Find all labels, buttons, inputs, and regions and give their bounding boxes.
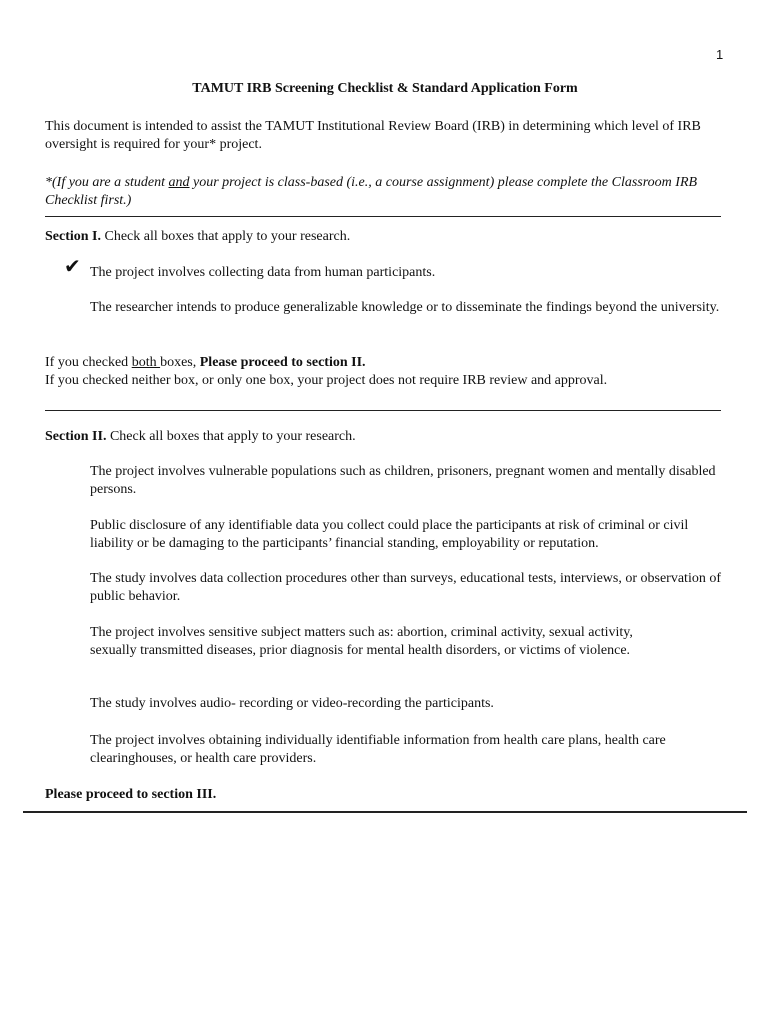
section-1-outcome-neither: If you checked neither box, or only one box, your project does not require IRB review and approval. bbox=[45, 373, 608, 388]
note-text-before: *(If you are a student bbox=[45, 175, 169, 190]
proceed-section-3: Please proceed to section III. bbox=[45, 787, 217, 802]
page-title: TAMUT IRB Screening Checklist & Standard Application Form bbox=[192, 81, 578, 96]
section-1-heading bbox=[45, 228, 350, 246]
outcome-proceed-section-2: Please proceed to section II. bbox=[199, 355, 366, 370]
note-text-underlined: and bbox=[168, 175, 190, 190]
checkmark-icon[interactable]: ✔ bbox=[64, 254, 81, 278]
section-2-label: Section II. bbox=[45, 429, 107, 444]
intro-paragraph: This document is intended to assist the TAMUT Institutional Review Board (IRB) in determining which level of IRB oversight is required for your* project. bbox=[45, 119, 701, 152]
section-divider bbox=[45, 410, 721, 411]
student-note bbox=[45, 174, 735, 210]
section-1-item-generalizable-knowledge[interactable]: The researcher intends to produce generalizable knowledge or to disseminate the findings beyond the university. bbox=[90, 300, 720, 315]
note-text-after: your project is class-based (i.e., a course assignment) please complete the Classroom IRB Checklist first.) bbox=[45, 175, 698, 208]
outcome-both-word: both bbox=[131, 355, 161, 370]
section-2-instruction: Check all boxes that apply to your research. bbox=[106, 429, 356, 444]
section-1-label: Section I. bbox=[45, 229, 101, 244]
section-2-item-public-disclosure-risk[interactable]: Public disclosure of any identifiable data you collect could place the participants at risk of criminal or civil liability or be damaging to the participants’ financial standing, employability or reputation. bbox=[90, 518, 689, 551]
section-1-instruction: Check all boxes that apply to your research. bbox=[101, 229, 351, 244]
outcome-mid: boxes, bbox=[160, 355, 200, 370]
section-2-item-other-procedures[interactable]: The study involves data collection procedures other than surveys, educational tests, interviews, or observation of public behavior. bbox=[90, 571, 721, 604]
section-2-heading bbox=[45, 428, 356, 446]
section-divider bbox=[45, 216, 721, 217]
section-2-item-audio-video-recording[interactable]: The study involves audio- recording or video-recording the participants. bbox=[90, 696, 494, 711]
section-2-item-health-care-information[interactable]: The project involves obtaining individually identifiable information from health care plans, health care clearinghouses, or health care providers. bbox=[90, 733, 666, 766]
outcome-prefix: If you checked bbox=[45, 355, 132, 370]
section-1-item-human-participants[interactable]: The project involves collecting data from human participants. bbox=[90, 265, 436, 280]
section-2-item-vulnerable-populations[interactable]: The project involves vulnerable populations such as children, prisoners, pregnant women and mentally disabled persons. bbox=[90, 464, 716, 497]
section-2-item-sensitive-subjects[interactable]: The project involves sensitive subject matters such as: abortion, criminal activity, sexual activity, sexually transmitted diseases, prior diagnosis for mental health disorders, or victims of violence. bbox=[90, 625, 633, 658]
section-divider bbox=[23, 811, 747, 813]
section-1-outcome-both bbox=[45, 354, 366, 372]
page-number: 1 bbox=[716, 47, 724, 62]
